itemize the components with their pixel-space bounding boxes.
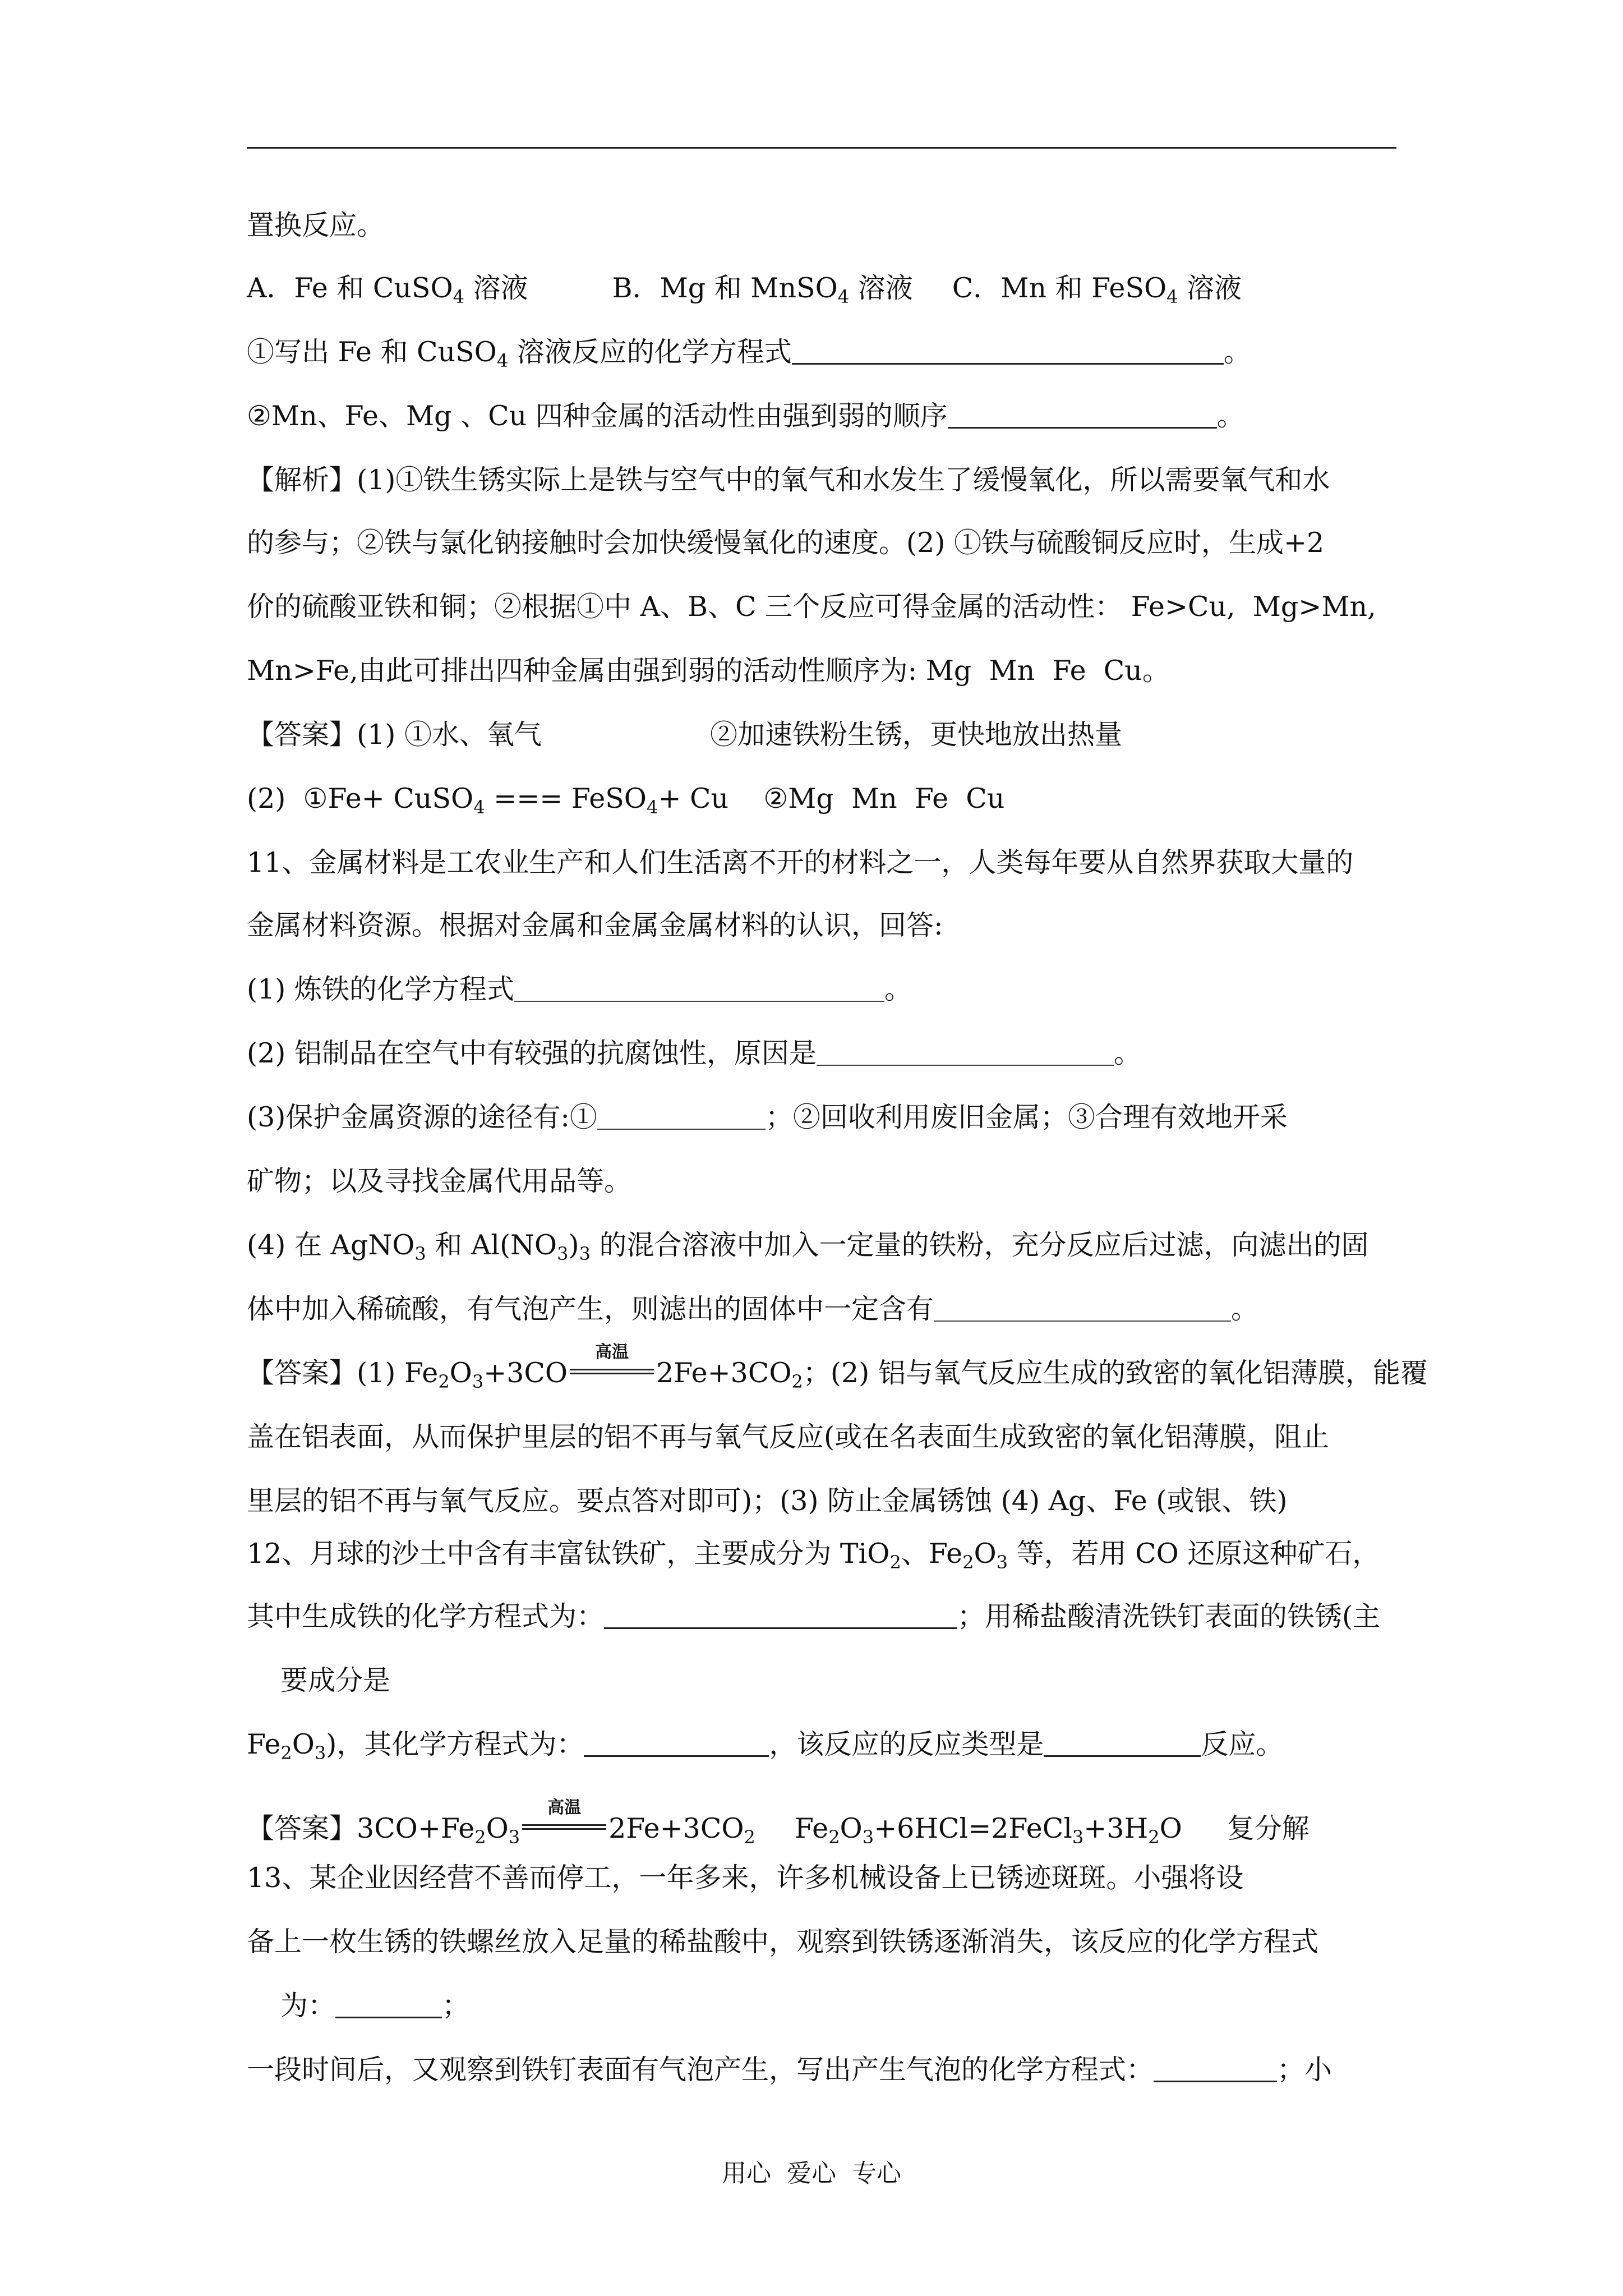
reaction-condition: 高温 [522,1814,606,1839]
analysis-line: 的参与；②铁与氯化钠接触时会加快缓慢氧化的速度。(2) ①铁与硫酸铜反应时，生成+2 [247,527,1325,559]
question-11-line: 11、金属材料是工农业生产和人们生活离不开的材料之一，人类每年要从自然界获取大量的 [247,846,1354,878]
answer-blank[interactable] [934,1296,1231,1322]
answer-line: 【答案】(1) $Fe_2O_3+3CO$ 高温 $2Fe+3CO_2$；(2) 铝与氧气反应生成的致密的氧化铝薄膜，能覆 [247,1342,1428,1392]
text-line: 要成分是 [280,1664,391,1696]
answer-blank[interactable] [817,1040,1114,1066]
answer-line: 盖在铝表面，从而保护里层的铝不再与氧气反应(或在名表面生成致密的氧化铝薄膜，阻止 [247,1421,1330,1453]
question-line: (2) 铝制品在空气中有较强的抗腐蚀性，原因是 。 [247,1037,1142,1069]
answer-blank[interactable] [792,338,1224,365]
answer-blank[interactable] [1154,2056,1277,2082]
answer-blank[interactable] [604,1603,957,1629]
page-footer: 用心 爱心 专心 [722,2159,901,2188]
header-rule [247,147,1396,149]
question-line: ①写出 Fe 和 CuSO$_4$ 溶液反应的化学方程式 。 [247,336,1251,371]
answer-line: 【答案】$3CO+Fe_2O_3$ 高温 $2Fe+3CO_2$ $Fe_2O_3+6HCl=2FeCl_3+3H_2O$ 复分解 [247,1798,1310,1848]
question-line: 其中生成铁的化学方程式为： ；用稀盐酸清洗铁钉表面的铁锈(主 [247,1600,1381,1632]
answer-line: 【答案】(1) ①水、氧气 ②加速铁粉生锈，更快地放出热量 [247,719,1123,751]
answer-blank[interactable] [335,1992,442,2018]
question-line: ②Mn、Fe、Mg 、Cu 四种金属的活动性由强到弱的顺序 。 [247,400,1244,432]
answer-blank[interactable] [514,976,884,1002]
reaction-condition: 高温 [570,1359,654,1383]
question-13-line: 13、某企业因经营不善而停工，一年多来，许多机械设备上已锈迹斑斑。小强将设 [247,1862,1244,1894]
question-line: (4) 在 AgNO$_3$ 和 $Al(NO_3)_3$ 的混合溶液中加入一定量的铁粉，充分反应后过滤，向滤出的固 [247,1229,1369,1264]
options-line: A．Fe 和 CuSO$_4$ 溶液 B．Mg 和 MnSO$_4$ 溶液 C．Mn 和 FeSO$_4$ 溶液 [247,272,1242,307]
analysis-line: 价的硫酸亚铁和铜；②根据①中 A、B、C 三个反应可得金属的活动性： Fe>Cu, Mg>Mn, [247,591,1376,623]
analysis-line: 【解析】(1)①铁生锈实际上是铁与空气中的氧气和水发生了缓慢氧化，所以需要氧气和水 [247,464,1330,496]
text-line: 备上一枚生锈的铁螺丝放入足量的稀盐酸中，观察到铁锈逐渐消失，该反应的化学方程式 [247,1926,1319,1958]
question-line: $Fe_2O_3$)，其化学方程式为： ，该反应的反应类型是 反应。 [247,1728,1284,1764]
answer-line: 里层的铝不再与氧气反应。要点答对即可)；(3) 防止金属锈蚀 (4) Ag、Fe (或银、铁) [247,1485,1288,1517]
question-line: (1) 炼铁的化学方程式 。 [247,973,912,1005]
question-line: (3)保护金属资源的途径有:① ；②回收利用废旧金属；③合理有效地开采 [247,1101,1288,1133]
analysis-line: Mn>Fe,由此可排出四种金属由强到弱的活动性顺序为: Mg Mn Fe Cu。 [247,655,1170,687]
question-12-line: 12、月球的沙土中含有丰富钛铁矿，主要成分为 TiO$_2$、$Fe_2O_3$ 等，若用 CO 还原这种矿石， [247,1538,1380,1573]
question-line: 一段时间后，又观察到铁钉表面有气泡产生，写出产生气泡的化学方程式： ；小 [247,2054,1332,2086]
text-line: 置换反应。 [247,209,385,241]
question-line: 体中加入稀硫酸，有气泡产生，则滤出的固体中一定含有 。 [247,1293,1259,1325]
question-line: 为： ； [280,1990,470,2022]
text-line: 金属材料资源。根据对金属和金属金属材料的认识，回答: [247,909,943,941]
answer-blank[interactable] [948,402,1217,429]
answer-blank[interactable] [597,1104,766,1130]
answer-blank[interactable] [584,1731,769,1757]
answer-blank[interactable] [1044,1731,1201,1757]
text-line: 矿物；以及寻找金属代用品等。 [247,1165,632,1197]
answer-line: (2) ①Fe+ CuSO$_4$ === FeSO$_4$+ Cu ②Mg Mn Fe Cu [247,783,1005,818]
